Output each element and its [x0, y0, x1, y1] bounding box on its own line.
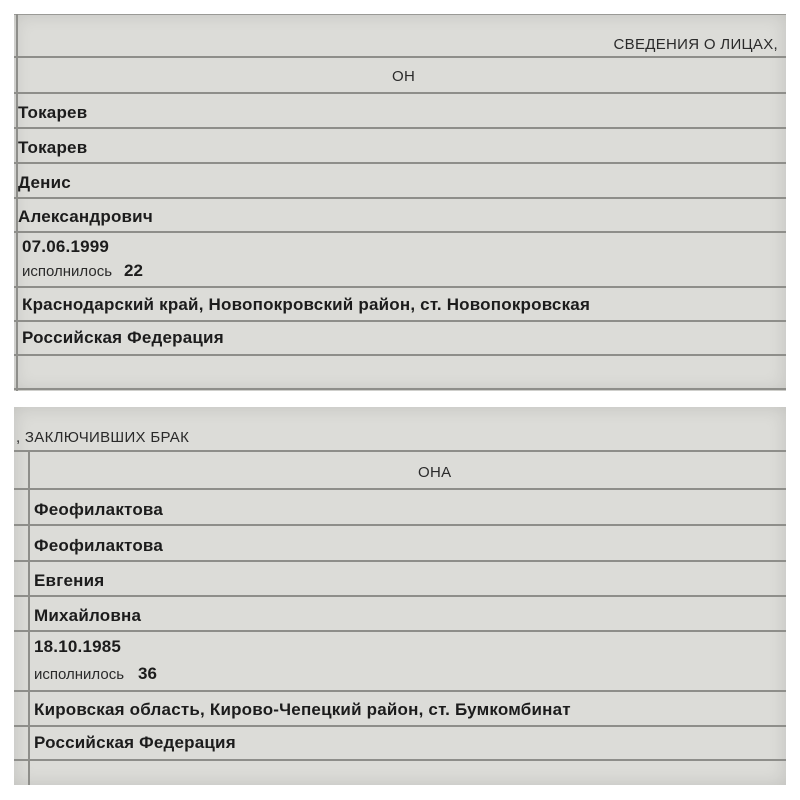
column-header: ОНА — [418, 464, 452, 481]
section-title-row — [14, 407, 786, 452]
age-label: исполнилось — [22, 263, 113, 280]
table-row — [14, 597, 786, 632]
citizenship: Российская Федерация — [34, 733, 236, 752]
surname-after-marriage: Токарев — [18, 103, 88, 122]
birth-date: 18.10.1985 — [34, 637, 122, 656]
age-label: исполнилось — [34, 666, 125, 683]
table-row — [14, 356, 786, 390]
column-header-row — [14, 452, 786, 490]
surname-after-marriage: Феофилактова — [34, 500, 164, 519]
table-row — [14, 129, 786, 164]
table-left-border — [16, 14, 18, 391]
table-row — [14, 164, 786, 199]
table-row — [14, 526, 786, 562]
age-value: 36 — [138, 664, 157, 683]
age-value: 22 — [124, 261, 143, 280]
table-row — [14, 692, 786, 727]
groom-record-panel — [14, 14, 786, 391]
table-row — [14, 632, 786, 692]
patronymic: Михайловна — [34, 606, 142, 625]
citizenship: Российская Федерация — [22, 328, 224, 347]
table-row — [14, 199, 786, 233]
bride-record-panel — [14, 407, 786, 785]
table-row — [14, 761, 786, 785]
column-header: ОН — [392, 68, 416, 85]
surname-before-marriage: Феофилактова — [34, 536, 164, 555]
birthplace: Кировская область, Кирово-Чепецкий район, ст. Бумкомбинат — [34, 700, 571, 719]
birth-date: 07.06.1999 — [22, 237, 110, 256]
first-name: Денис — [18, 173, 71, 192]
table-row — [14, 288, 786, 322]
column-header-row — [14, 58, 786, 94]
table-left-border — [28, 452, 30, 785]
table-row — [14, 562, 786, 597]
table-row — [14, 322, 786, 356]
section-title: , ЗАКЛЮЧИВШИХ БРАК — [16, 429, 190, 446]
table-row — [14, 727, 786, 761]
patronymic: Александрович — [18, 207, 153, 226]
table-row — [14, 233, 786, 288]
table-row — [14, 94, 786, 129]
birthplace: Краснодарский край, Новопокровский район, ст. Новопокровская — [22, 295, 591, 314]
surname-before-marriage: Токарев — [18, 138, 88, 157]
first-name: Евгения — [34, 571, 105, 590]
section-title-row — [14, 14, 786, 58]
table-row — [14, 490, 786, 526]
section-title: СВЕДЕНИЯ О ЛИЦАХ, — [613, 36, 778, 53]
